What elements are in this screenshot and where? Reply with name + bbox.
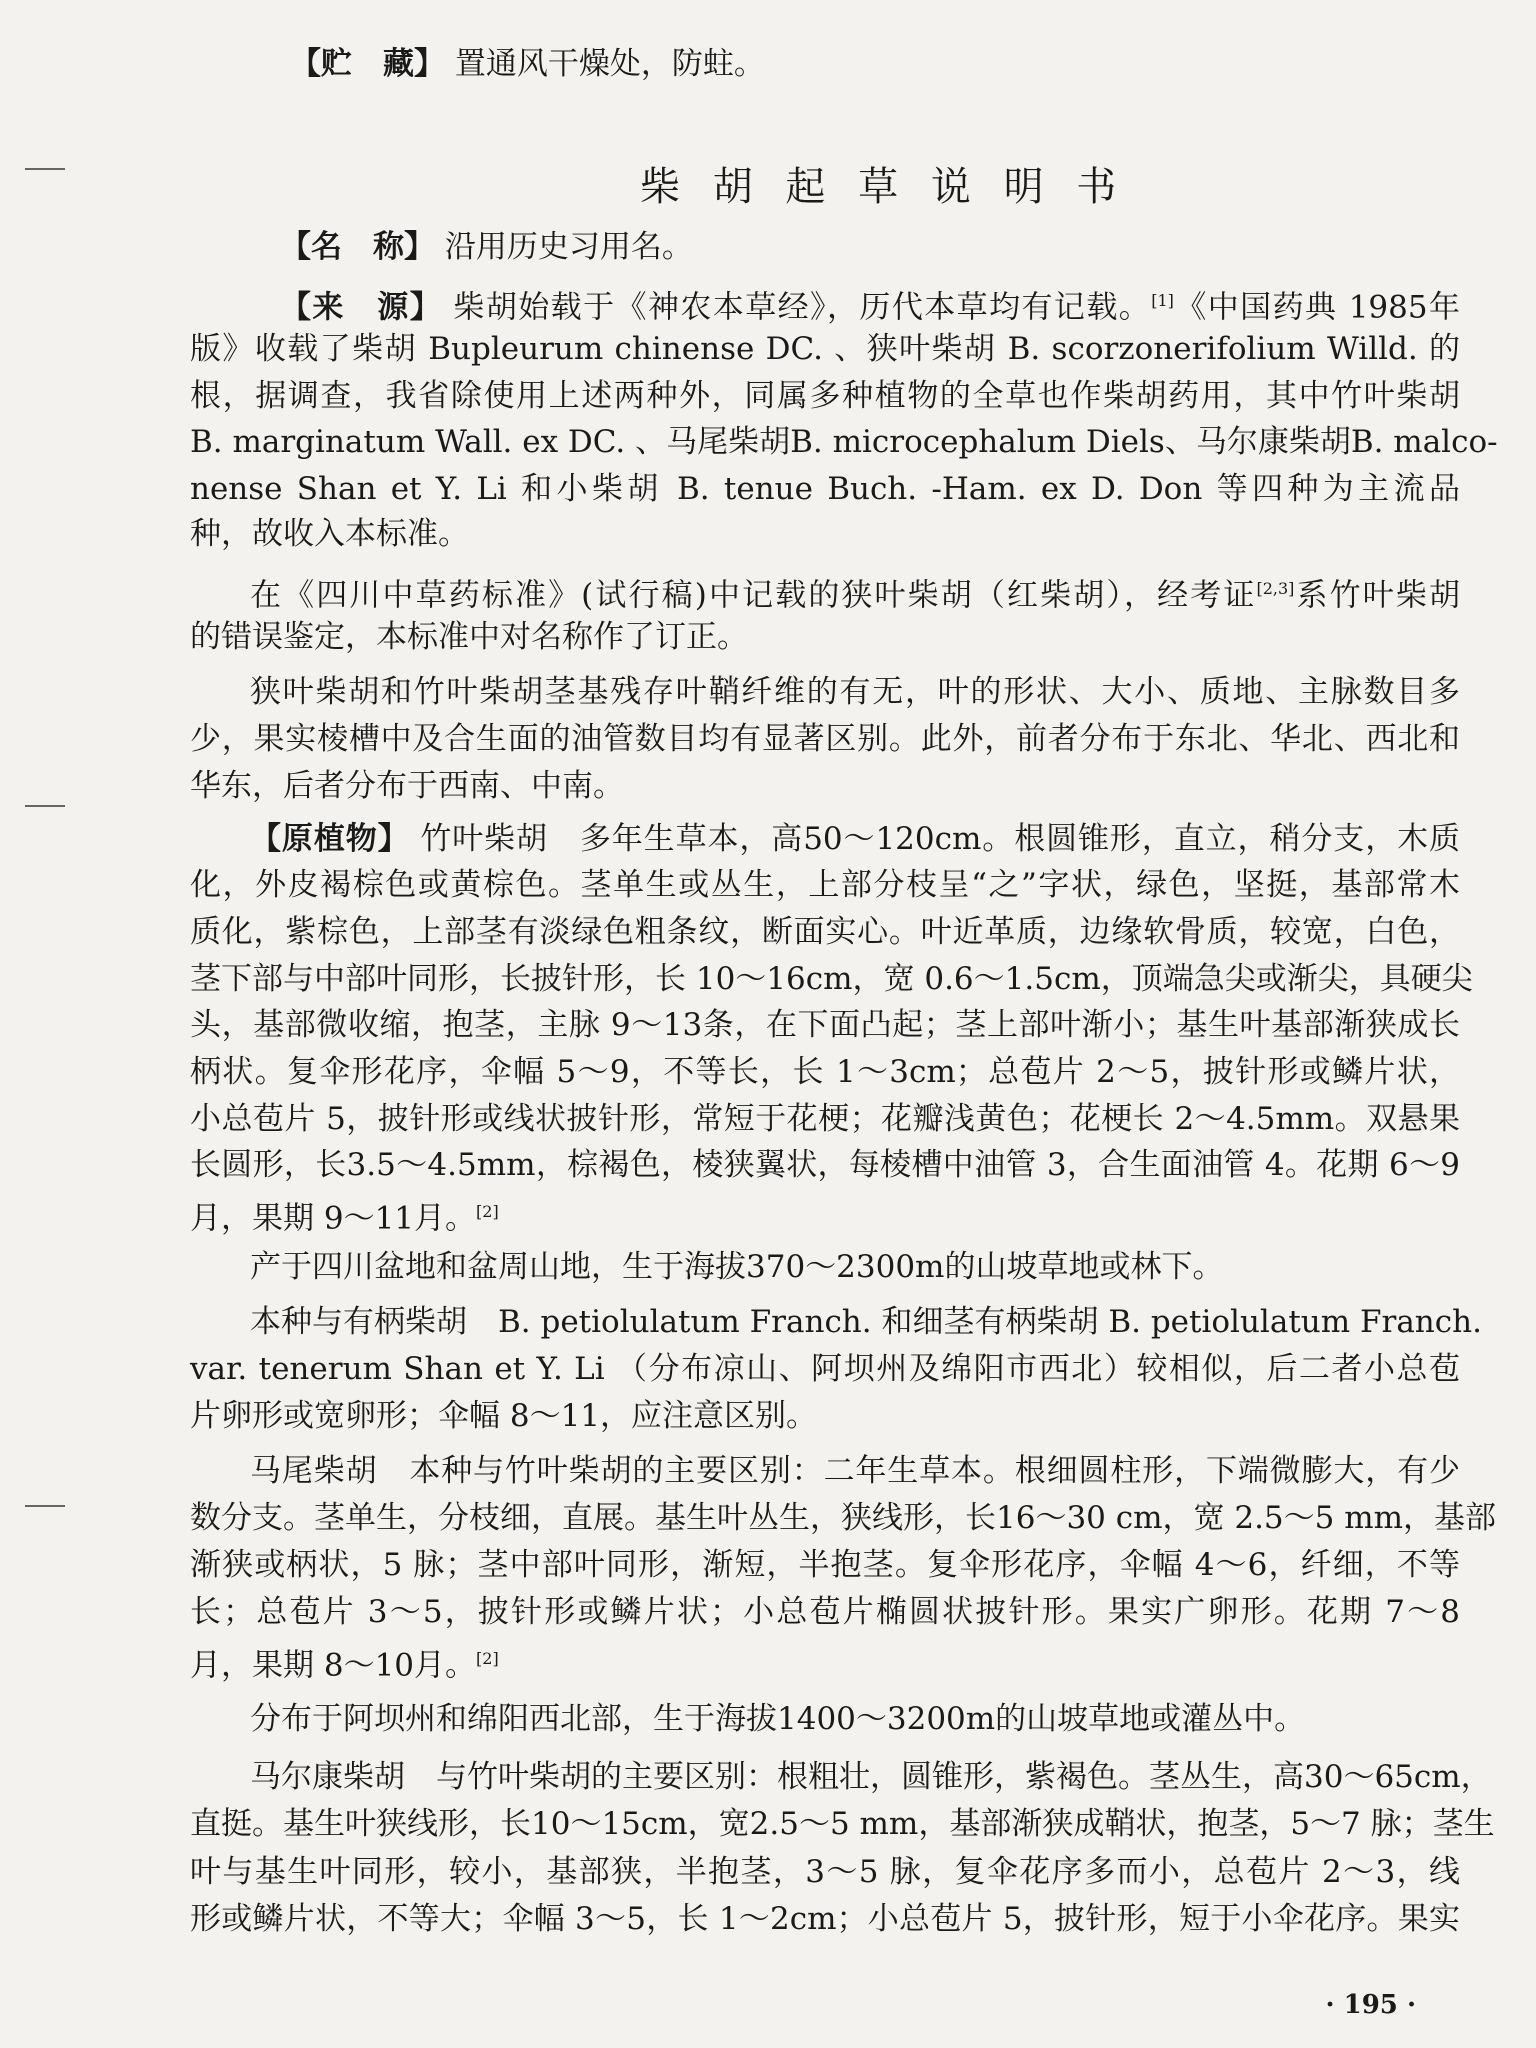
source-text: 柴胡始载于《神农本草经》，历代本草均有记载。 <box>453 289 1152 326</box>
source-tail: 《中国药典 1985年 <box>1173 289 1461 326</box>
para9-line-3: 叶与基生叶同形，较小，基部狭，半抱茎，3～5 脉，复伞花序多而小，总苞片 2～3，线 <box>190 1854 1460 1890</box>
source-label: 【来 源】 <box>280 289 443 326</box>
para9-line-1: 马尔康柴胡 与竹叶柴胡的主要区别：根粗壮，圆锥形，紫褐色。茎丛生，高30～65cm， <box>250 1759 1492 1795</box>
source-ref: [1] <box>1151 291 1174 310</box>
page-number: · 195 · <box>1325 1990 1416 2020</box>
margin-mark <box>25 168 65 170</box>
plant-line-7: 小总苞片 5，披针形或线状披针形，常短于花梗；花瓣浅黄色；花梗长 2～4.5mm。双悬果 <box>190 1101 1460 1137</box>
para7-line-3: 渐狭或柄状，5 脉；茎中部叶同形，渐短，半抱茎。复伞形花序，伞幅 4～6，纤细，不等 <box>190 1547 1460 1583</box>
plant-line-4: 茎下部与中部叶同形，长披针形，长 10～16cm，宽 0.6～1.5cm，顶端急尖或渐尖，具硬尖 <box>190 961 1473 997</box>
plant-line-8: 长圆形，长3.5～4.5mm，棕褐色，棱狭翼状，每棱槽中油管 3，合生面油管 4。花期 6～9 <box>190 1147 1460 1183</box>
source-line-3: B. marginatum Wall. ex DC. 、马尾柴胡B. microcephalum Diels、马尔康柴胡B. malco- <box>190 424 1498 460</box>
plant-line-9 <box>190 1193 1460 1237</box>
para2-text-b: 系竹叶柴胡 <box>1294 577 1461 614</box>
source-line-2: 根，据调查，我省除使用上述两种外，同属多种植物的全草也作柴胡药用，其中竹叶柴胡 <box>190 378 1460 414</box>
para2-text-a: 在《四川中草药标准》(试行稿)中记载的狭叶柴胡（红柴胡），经考证 <box>250 577 1257 614</box>
para2-line-2: 的错误鉴定，本标准中对名称作了订正。 <box>190 619 748 655</box>
para2-ref: [2,3] <box>1256 579 1295 598</box>
margin-mark <box>25 1505 65 1507</box>
storage-line <box>290 45 1536 83</box>
para6-line-3: 片卵形或宽卵形；伞幅 8～11，应注意区别。 <box>190 1398 818 1434</box>
para7-text-end: 月，果期 8～10月。 <box>190 1647 477 1684</box>
source-line <box>280 282 1460 326</box>
para6-line-2: var. tenerum Shan et Y. Li （分布凉山、阿坝州及绵阳市西北）较相似，后二者小总苞 <box>190 1351 1460 1387</box>
plant-text: 竹叶柴胡 多年生草本，高50～120cm。根圆锥形，直立，稍分支，木质 <box>420 821 1461 857</box>
para9-line-4: 形或鳞片状，不等大；伞幅 3～5，长 1～2cm；小总苞片 5，披针形，短于小伞花序。果实 <box>190 1901 1460 1937</box>
distribution-line: 产于四川盆地和盆周山地，生于海拔370～2300m的山坡草地或林下。 <box>250 1249 1224 1285</box>
para7-line-5 <box>190 1640 1460 1684</box>
margin-mark <box>25 805 65 807</box>
plant-line-3: 质化，紫棕色，上部茎有淡绿色粗条纹，断面实心。叶近革质，边缘软骨质，较宽，白色， <box>190 914 1460 950</box>
plant-line-5: 头，基部微收缩，抱茎，主脉 9～13条，在下面凸起；茎上部叶渐小；基生叶基部渐狭成长 <box>190 1007 1460 1043</box>
plant-line-1 <box>250 820 1460 858</box>
para7-line-1: 马尾柴胡 本种与竹叶柴胡的主要区别：二年生草本。根细圆柱形，下端微膨大，有少 <box>250 1453 1460 1489</box>
para7-line-2: 数分支。茎单生，分枝细，直展。基生叶丛生，狭线形，长16～30 cm，宽 2.5～5 mm，基部 <box>190 1500 1497 1536</box>
para7-line-4: 长；总苞片 3～5，披针形或鳞片状；小总苞片椭圆状披针形。果实广卵形。花期 7～8 <box>190 1594 1460 1630</box>
para3-line-2: 少，果实棱槽中及合生面的油管数目均有显著区别。此外，前者分布于东北、华北、西北和 <box>190 721 1460 757</box>
para2-line-1 <box>250 570 1460 614</box>
distribution-line-2: 分布于阿坝州和绵阳西北部，生于海拔1400～3200m的山坡草地或灌丛中。 <box>250 1701 1306 1737</box>
name-line <box>280 228 1536 266</box>
plant-line-2: 化，外皮褐棕色或黄棕色。茎单生或丛生，上部分枝呈“之”字状，绿色，坚挺，基部常木 <box>190 867 1460 903</box>
storage-label: 【贮 藏】 <box>290 46 445 82</box>
para7-ref: [2] <box>476 1649 499 1668</box>
para3-line-1: 狭叶柴胡和竹叶柴胡茎基残存叶鞘纤维的有无，叶的形状、大小、质地、主脉数目多 <box>250 674 1460 710</box>
para9-line-2: 直挺。基生叶狭线形，长10～15cm，宽2.5～5 mm，基部渐狭成鞘状，抱茎，5～7 脉；茎生 <box>190 1806 1495 1842</box>
para6-line-1: 本种与有柄柴胡 B. petiolulatum Franch. 和细茎有柄柴胡 B. petiolulatum Franch. <box>250 1304 1482 1340</box>
source-line-4: nense Shan et Y. Li 和小柴胡 B. tenue Buch. -Ham. ex D. Don 等四种为主流品 <box>190 471 1460 507</box>
para3-line-3: 华东，后者分布于西南、中南。 <box>190 768 624 804</box>
plant-text-end: 月，果期 9～11月。 <box>190 1200 477 1237</box>
plant-ref: [2] <box>476 1202 499 1221</box>
source-line-5: 种，故收入本标准。 <box>190 516 469 552</box>
plant-line-6: 柄状。复伞形花序，伞幅 5～9，不等长，长 1～3cm；总苞片 2～5，披针形或鳞片状， <box>190 1054 1460 1090</box>
name-label: 【名 称】 <box>280 229 435 265</box>
storage-text: 置通风干燥处，防蛀。 <box>454 46 765 82</box>
plant-label: 【原植物】 <box>250 821 410 857</box>
name-text: 沿用历史习用名。 <box>444 229 693 265</box>
page-title: 柴 胡 起 草 说 明 书 <box>640 164 1127 210</box>
source-line-1: 版》收载了柴胡 Bupleurum chinense DC. 、狭叶柴胡 B. scorzonerifolium Willd. 的 <box>190 331 1460 367</box>
